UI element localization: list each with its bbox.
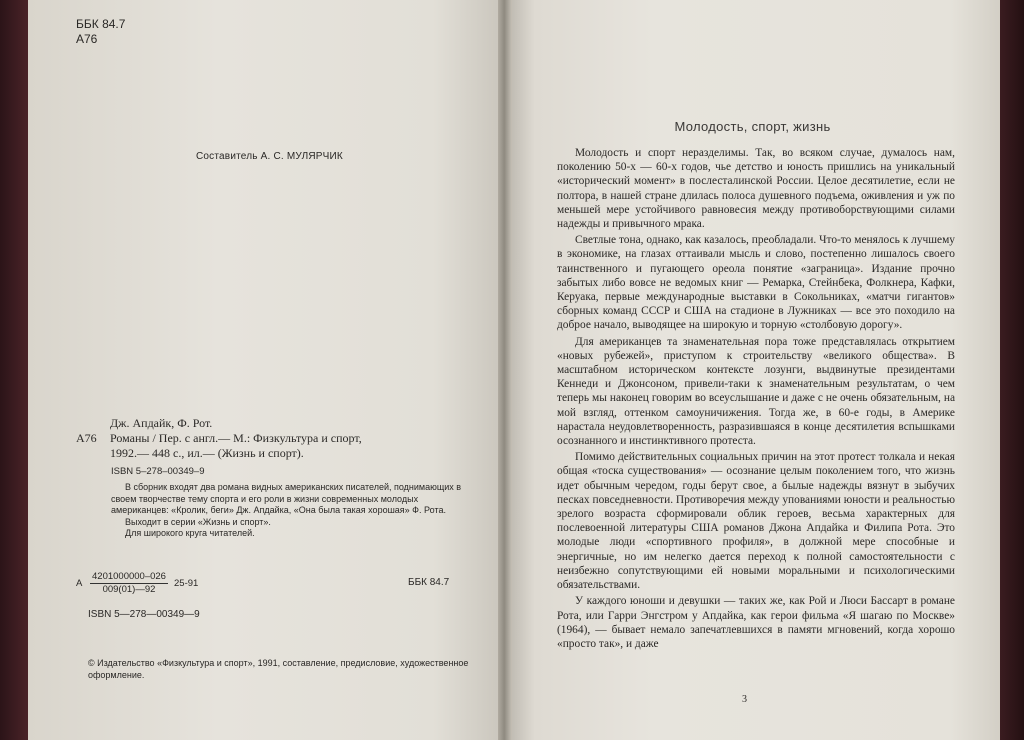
annotation [111, 482, 471, 540]
essay-paragraph: У каждого юноши и девушки — таких же, как Рой и Люси Бассарт в романе Рота, или Гарри Энгстром у Апдайка, как герои фильма «Я шагаю по Москве» (1964), — бывает немало запечатлевшихся в памяти мгновений, когда хорошо «просто так», и даже [557, 595, 955, 650]
formula-numerator: 4201000000–026 [92, 571, 166, 582]
publishing-formula [76, 571, 476, 599]
copyright-notice: © Издательство «Физкультура и спорт», 1991, составление, предисловие, художественное оформление. [88, 658, 469, 680]
book-cover-edge-right [1000, 0, 1024, 740]
book-cover-edge-left [0, 0, 28, 740]
bbk-classification [76, 17, 125, 47]
audience-note: Для широкого круга читателей. [125, 528, 255, 538]
formula-fraction [90, 571, 168, 596]
left-page [28, 0, 505, 740]
essay-paragraph: Помимо действительных социальных причин на этот протест толкала и некая общая «тоска существования» — осознание целым поколением того, что жизнь идет обычным чередом, годы берут свое, а былые надежды вязнут в зыбучих песках повседневности. Противоречия между упованиями юности и реальностью зрелого возраста сформировали облик героев, весьма характерных для послевоенной литературы США романов Джона Апдайка и Филипа Рота. Это молодые люди «спортивного профиля», в должной мере способные и энергичные, но им нелегко дается переход к полной самостоятельности с неизбежно сопутствующими ей новыми моральными и психологическими обязательствами. [557, 451, 955, 592]
series-note: Выходит в серии «Жизнь и спорт». [125, 516, 271, 527]
annotation-text: В сборник входят два романа видных американских писателей, поднимающих в своем творчестве тему спорта и его роли в жизни современных молодых американцев: «Кролик, беги» Дж. Апдайка, «Она была такая хорошая» Ф. Рота. [111, 482, 462, 515]
essay-paragraph: Для американцев та знаменательная пора тоже представлялась открытием «новых рубежей», приступом к строительству «великого общества». В масштабном историческом контексте лозунги, выдвинутые президентами Кеннеди и Джонсоном, привели-таки к знаменательным результатам, о чем теперь мы наконец говорим во всеуслышание и даже с не очень обязательным, на мой взгляд, оттенком самоуничижения. Тогда же, в 60-е годы, в Америке нарастала неудовлетворенность, разразившаяся в конце десятилетия вспышками осознанного и инстинктивного протеста. [557, 335, 955, 448]
catalog-card [76, 416, 476, 461]
essay-paragraph: Светлые тона, однако, как казалось, преобладали. Что-то менялось к лучшему в экономике, на глазах оттаивали мысль и слово, постепенно лишалось своего таинственного и пугающего ореола понятие «заграница». Издание прочно забытых либо вовсе не ведомых книг — Ремарка, Стейнбека, Фолкнера, Кафки, Керуака, первые международные выставки в Сокольниках, «матчи гигантов» сборных команд СССР и США на стадионе в Лужниках — все это походило на доброе начало, выводящее на широкую и торную «столбовую дорогу». [557, 234, 955, 332]
catalog-entry-row [76, 431, 476, 446]
catalog-code: А76 [76, 431, 97, 445]
catalog-authors: Дж. Апдайк, Ф. Рот. [110, 416, 213, 430]
essay-title: Молодость, спорт, жизнь [674, 119, 831, 134]
essay-paragraph: Молодость и спорт неразделимы. Так, во всяком случае, думалось нам, поколению 50-х — 60-х годов, чье детство и юность пришлись на уникальный «исторический момент» в послесталинской России. Целое десятилетие, если не полтора, в нашей стране длилась полоса душевного подъема, оживления и уж по меньшей мере устойчивого равновесия между противоборствующими силами надежды и привычного мрака. [557, 147, 955, 231]
catalog-line-1: Романы / Пер. с англ.— М.: Физкультура и спорт, [110, 431, 362, 445]
formula-tail: 25-91 [174, 578, 199, 589]
compiler-credit: Составитель А. С. МУЛЯРЧИК [196, 151, 343, 162]
isbn-main: ISBN 5–278–00349–9 [111, 466, 205, 477]
page-number: 3 [742, 694, 747, 705]
catalog-authors-row [76, 416, 476, 431]
bbk-code: ББК 84.7 [76, 17, 126, 31]
formula-letter: А [76, 578, 83, 589]
formula-bbk: ББК 84.7 [408, 577, 450, 588]
formula-denominator: 009(01)—92 [102, 584, 156, 595]
author-code: А76 [76, 32, 98, 46]
essay-body [557, 146, 955, 653]
isbn-bottom: ISBN 5—278—00349—9 [88, 609, 200, 620]
book-gutter [498, 0, 512, 740]
catalog-line-2: 1992.— 448 с., ил.— (Жизнь и спорт). [110, 446, 304, 460]
